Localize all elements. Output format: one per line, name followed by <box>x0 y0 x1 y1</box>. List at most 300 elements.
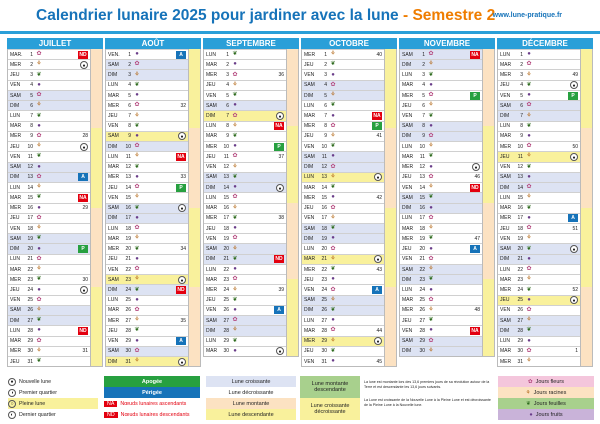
day-number: 25 <box>125 297 131 304</box>
day-number: 4 <box>324 82 327 89</box>
lunar-strip-segment <box>482 126 494 203</box>
day-row <box>204 274 298 284</box>
day-type-icon: ❦ <box>232 214 238 221</box>
day-name: VEN. <box>108 51 120 58</box>
day-type-icon: ● <box>527 132 531 139</box>
day-name: JEU <box>500 225 510 232</box>
legend-montante-descendante: Lune montante descendante <box>300 376 360 398</box>
day-name: DIM <box>304 307 314 314</box>
day-type-icon: ❦ <box>36 153 42 160</box>
day-row <box>106 243 200 253</box>
day-number: 6 <box>128 102 131 109</box>
day-number: 12 <box>321 164 327 171</box>
note-montante: La lune est montante lors des 13,6 premiers jours de sa révolution autour de la Terre et est descendante les 13,6 jours suivants. <box>364 380 490 389</box>
day-number: 11 <box>27 153 33 160</box>
day-row <box>498 325 592 335</box>
event-badge: A <box>176 51 186 59</box>
day-type-icon: ● <box>331 153 335 160</box>
day-type-icon: ● <box>527 337 531 344</box>
day-row <box>400 213 494 223</box>
day-row <box>302 305 396 315</box>
day-type-icon: ❦ <box>134 81 140 88</box>
day-name: LUN <box>206 266 217 273</box>
day-type-icon: ❦ <box>232 255 238 262</box>
day-row <box>302 284 396 294</box>
day-type-icon: ❦ <box>36 276 42 283</box>
day-row <box>8 121 102 131</box>
day-number: 7 <box>226 113 229 120</box>
day-number: 18 <box>223 225 229 232</box>
day-row <box>498 233 592 243</box>
day-type-icon: ✿ <box>232 194 238 201</box>
day-row <box>106 192 200 202</box>
day-type-icon: ● <box>429 163 433 170</box>
day-name: MAR <box>500 133 512 140</box>
day-number: 13 <box>125 174 131 181</box>
day-name: MAR <box>500 61 512 68</box>
lunar-strip-segment <box>384 49 396 128</box>
month-rows <box>399 49 495 357</box>
day-number: 24 <box>517 287 523 293</box>
day-row <box>302 182 396 192</box>
day-number: 12 <box>27 164 33 171</box>
day-number: 16 <box>223 205 229 212</box>
day-type-icon: ❦ <box>232 173 238 180</box>
day-type-icon: ⚘ <box>526 153 532 160</box>
moon-phase-icon: ● <box>80 143 88 151</box>
day-name: SAM <box>10 92 21 99</box>
day-name: MAR <box>206 205 218 212</box>
day-name: DIM <box>304 164 314 171</box>
day-type-icon: ✿ <box>330 245 336 252</box>
day-name: DIM <box>402 348 412 355</box>
day-type-icon: ❦ <box>232 92 238 99</box>
day-name: JEU <box>402 102 412 109</box>
day-number: 30 <box>517 348 523 355</box>
event-badge: A <box>470 245 480 253</box>
day-number: 16 <box>517 205 523 212</box>
day-number: 9 <box>324 133 327 140</box>
day-name: MER <box>402 164 414 171</box>
lunar-strip <box>286 49 298 356</box>
day-row <box>498 59 592 69</box>
day-row <box>8 213 102 223</box>
legend-first-quarter: ◑ Premier quartier <box>8 387 98 398</box>
day-name: VEN <box>500 92 511 99</box>
day-row <box>8 100 102 110</box>
moon-phase-icon: ● <box>80 286 88 294</box>
day-row <box>400 203 494 213</box>
event-badge: P <box>470 92 480 100</box>
week-number: 40 <box>376 51 382 58</box>
day-name: JEU <box>10 215 20 222</box>
day-row <box>400 315 494 325</box>
lunar-strip-segment <box>482 203 494 280</box>
day-type-icon: ● <box>135 92 139 99</box>
event-badge: P <box>78 245 88 253</box>
day-name: LUN <box>10 113 21 120</box>
moon-phase-icon: ● <box>374 255 382 263</box>
day-name: JEU <box>206 153 216 160</box>
day-number: 10 <box>517 143 523 150</box>
day-name: LUN <box>500 194 511 201</box>
day-type-icon: ✿ <box>232 317 238 324</box>
day-type-icon: ● <box>331 235 335 242</box>
day-name: MER <box>500 143 512 150</box>
day-name: DIM <box>402 276 412 283</box>
event-badge: P <box>274 143 284 151</box>
day-row <box>204 182 298 192</box>
day-type-icon: ✿ <box>134 102 140 109</box>
day-type-icon: ⚘ <box>134 112 140 119</box>
day-row <box>498 305 592 315</box>
day-name: JEU <box>500 297 510 304</box>
day-row <box>106 162 200 172</box>
day-name: SAM <box>304 225 315 232</box>
day-row <box>204 213 298 223</box>
day-type-icon: ❦ <box>232 132 238 139</box>
day-row <box>8 336 102 346</box>
day-type-icon: ⚘ <box>134 235 140 242</box>
day-type-icon: ⚘ <box>428 184 434 191</box>
day-number: 26 <box>517 307 523 314</box>
day-name: MER <box>108 317 120 324</box>
day-number: 21 <box>223 256 229 263</box>
day-row <box>106 346 200 356</box>
day-number: 10 <box>125 143 131 150</box>
day-row <box>302 121 396 131</box>
day-number: 23 <box>27 276 33 283</box>
day-row <box>302 254 396 264</box>
day-type-icon: ⚘ <box>36 61 42 68</box>
day-row <box>204 243 298 253</box>
lunar-strip-segment <box>384 128 396 207</box>
day-row <box>400 49 494 59</box>
lunar-strip-segment <box>580 128 592 207</box>
week-number: 31 <box>82 348 88 355</box>
day-type-icon: ✿ <box>428 132 434 139</box>
legend-montante: Lune montante <box>206 398 296 409</box>
day-number: 13 <box>321 174 327 181</box>
day-type-icon: ⚘ <box>134 153 140 160</box>
day-row <box>204 264 298 274</box>
day-number: 25 <box>517 297 523 304</box>
day-row <box>204 49 298 59</box>
day-type-icon: ✿ <box>134 143 140 150</box>
event-badge: NA <box>79 194 87 201</box>
day-row <box>302 80 396 90</box>
event-badge: A <box>274 306 284 314</box>
day-row <box>106 69 200 79</box>
day-type-icon: ● <box>37 163 41 170</box>
day-row <box>302 162 396 172</box>
day-name: DIM <box>10 102 20 109</box>
lunar-strip-segment <box>90 128 102 207</box>
week-number: 39 <box>278 287 284 293</box>
day-name: MER <box>108 246 120 253</box>
day-number: 4 <box>226 82 229 89</box>
day-row <box>498 100 592 110</box>
moon-phase-icon: ● <box>374 173 382 181</box>
day-row <box>498 336 592 346</box>
day-number: 15 <box>223 194 229 201</box>
day-type-icon: ❦ <box>526 122 532 129</box>
day-row <box>400 59 494 69</box>
day-name: MAR <box>10 266 22 273</box>
day-name: MAR <box>402 82 414 89</box>
day-name: SAM <box>402 266 413 273</box>
day-type-icon: ✿ <box>134 184 140 191</box>
day-type-icon: ✿ <box>526 225 532 232</box>
day-name: DIM <box>10 174 20 181</box>
day-number: 19 <box>223 235 229 242</box>
month-2 <box>203 38 299 357</box>
day-row <box>400 284 494 294</box>
day-row <box>498 356 592 366</box>
day-type-icon: ❦ <box>232 296 238 303</box>
day-number: 20 <box>419 246 425 253</box>
day-type-icon: ❦ <box>36 358 42 365</box>
day-type-icon: ● <box>135 132 139 139</box>
month-header: SEPTEMBRE <box>203 38 299 49</box>
day-row <box>400 110 494 120</box>
day-row <box>302 69 396 79</box>
month-5 <box>497 38 593 367</box>
day-name: MAR <box>10 194 22 201</box>
day-name: MAR <box>304 327 316 334</box>
moon-phase-icon: ● <box>178 276 186 284</box>
day-number: 29 <box>27 338 33 345</box>
day-row <box>498 110 592 120</box>
day-number: 22 <box>125 266 131 273</box>
site-url[interactable]: www.lune-pratique.fr <box>492 12 562 19</box>
day-type-icon: ⚘ <box>526 71 532 78</box>
day-type-icon: ⚘ <box>428 347 434 354</box>
day-type-icon: ⚘ <box>526 317 532 324</box>
day-name: MAR <box>500 276 512 283</box>
day-name: JEU <box>402 317 412 324</box>
day-type-icon: ❦ <box>330 61 336 68</box>
legend-na: NA Nœuds lunaires ascendants <box>104 398 200 409</box>
day-type-icon: ❦ <box>428 112 434 119</box>
day-type-icon: ✿ <box>36 296 42 303</box>
day-name: MER <box>402 307 414 314</box>
day-row <box>204 80 298 90</box>
day-type-icon: ✿ <box>330 204 336 211</box>
day-number: 11 <box>419 153 425 160</box>
day-number: 4 <box>30 82 33 89</box>
day-number: 29 <box>223 338 229 345</box>
lunar-strip-segment <box>90 208 102 287</box>
day-number: 27 <box>419 317 425 324</box>
day-name: LUN <box>206 194 217 201</box>
day-row <box>8 223 102 233</box>
day-number: 13 <box>517 174 523 181</box>
legend-combined <box>300 376 360 422</box>
day-number: 9 <box>520 133 523 140</box>
event-badge: NA <box>177 153 185 160</box>
day-number: 14 <box>517 184 523 191</box>
day-name: LUN <box>500 51 511 58</box>
day-name: JEU <box>206 225 216 232</box>
day-number: 31 <box>125 358 131 365</box>
day-row <box>204 162 298 172</box>
day-row <box>8 274 102 284</box>
day-type-icon: ❦ <box>36 112 42 119</box>
day-type-icon: ⚘ <box>526 358 532 365</box>
day-name: VEN <box>500 164 511 171</box>
day-type-icon: ● <box>429 286 433 293</box>
day-row <box>204 141 298 151</box>
moon-phase-icon: ● <box>276 184 284 192</box>
day-number: 14 <box>27 184 33 191</box>
day-number: 7 <box>128 113 131 120</box>
day-row <box>106 305 200 315</box>
day-name: DIM <box>304 235 314 242</box>
day-type-icon: ⚘ <box>232 204 238 211</box>
week-number: 44 <box>376 327 382 334</box>
day-type-icon: ❦ <box>330 306 336 313</box>
day-name: SAM <box>206 317 217 324</box>
day-number: 16 <box>419 205 425 212</box>
day-row <box>400 121 494 131</box>
day-row <box>8 172 102 182</box>
month-header: DÉCEMBRE <box>497 38 593 49</box>
day-number: 22 <box>517 266 523 273</box>
day-type-icon: ● <box>527 51 531 58</box>
day-name: MAR <box>206 61 218 68</box>
day-type-icon: ● <box>37 286 41 293</box>
day-type-icon: ❦ <box>36 194 42 201</box>
month-3 <box>301 38 397 367</box>
day-name: MAR <box>108 92 120 99</box>
day-type-icon: ✿ <box>134 225 140 232</box>
day-row <box>106 80 200 90</box>
day-type-icon: ❦ <box>134 204 140 211</box>
day-name: MER <box>304 194 316 201</box>
month-rows <box>7 49 103 367</box>
moon-phase-icon: ● <box>178 204 186 212</box>
day-number: 23 <box>125 276 131 283</box>
day-type-icon: ● <box>135 337 139 344</box>
day-name: JEU <box>500 153 510 160</box>
day-type-icon: ✿ <box>330 327 336 334</box>
lunar-strip-segment <box>286 203 298 280</box>
moon-phase-icon: ● <box>570 296 578 304</box>
day-type-icon: ❦ <box>330 225 336 232</box>
day-row <box>106 141 200 151</box>
day-type-icon: ⚘ <box>428 102 434 109</box>
day-row <box>302 223 396 233</box>
day-name: VEN <box>304 287 315 293</box>
month-4 <box>399 38 495 357</box>
new-moon-icon: ● <box>8 378 16 386</box>
moon-phase-icon: ● <box>178 358 186 366</box>
day-name: SAM <box>108 205 119 212</box>
day-number: 15 <box>125 194 131 201</box>
day-row <box>204 110 298 120</box>
day-name: JEU <box>108 256 118 263</box>
event-badge: P <box>568 92 578 100</box>
month-header: JUILLET <box>7 38 103 49</box>
day-type-icon: ⚘ <box>232 245 238 252</box>
day-type-icon: ⚘ <box>526 276 532 283</box>
day-number: 22 <box>419 266 425 273</box>
day-number: 21 <box>27 256 33 263</box>
week-number: 35 <box>180 317 186 324</box>
day-type-icon: ✿ <box>428 255 434 262</box>
day-number: 22 <box>223 266 229 273</box>
day-number: 30 <box>321 348 327 355</box>
legend-croissante-decroissante: Lune croissante décroissante <box>300 398 360 420</box>
day-number: 23 <box>223 276 229 283</box>
day-row <box>498 284 592 294</box>
day-name: SAM <box>10 235 21 242</box>
day-type-icon: ❦ <box>134 245 140 252</box>
legend-apogee <box>104 376 200 422</box>
day-name: MER <box>402 92 414 99</box>
legend-croissante: Lune croissante <box>206 376 296 387</box>
day-type-icon: ✿ <box>526 102 532 109</box>
lunar-strip-segment <box>482 279 494 356</box>
day-name: VEN <box>304 215 315 222</box>
day-row <box>8 131 102 141</box>
day-type-icon: ⚘ <box>36 143 42 150</box>
event-badge: NA <box>471 51 479 58</box>
lunar-strip-segment <box>286 49 298 126</box>
legend-perigee-item: Périgée <box>104 387 200 398</box>
day-name: VEN <box>402 113 413 120</box>
day-type-icon: ✿ <box>232 112 238 119</box>
page-title: Calendrier lunaire 2025 pour jardiner avec la lune - Semestre 2 <box>36 7 496 24</box>
day-name: MER <box>10 276 22 283</box>
day-row <box>498 243 592 253</box>
day-number: 3 <box>128 72 131 79</box>
day-number: 1 <box>128 51 131 58</box>
day-row <box>204 325 298 335</box>
day-type-icon: ❦ <box>36 317 42 324</box>
day-type-icon: ✿ <box>330 81 336 88</box>
day-name: VEN <box>10 82 21 89</box>
day-row <box>498 80 592 90</box>
day-type-icon: ❦ <box>428 235 434 242</box>
day-type-icon: ● <box>331 71 335 78</box>
day-type-icon: ⚘ <box>36 184 42 191</box>
day-name: SAM <box>206 102 217 109</box>
day-type-icon: ✿ <box>428 296 434 303</box>
day-row <box>204 172 298 182</box>
day-number: 20 <box>223 246 229 253</box>
day-name: SAM <box>500 317 511 324</box>
week-number: 41 <box>376 133 382 140</box>
day-row <box>498 213 592 223</box>
day-row <box>204 121 298 131</box>
day-number: 20 <box>321 246 327 253</box>
day-number: 25 <box>321 297 327 304</box>
day-row <box>302 346 396 356</box>
day-type-icon: ✿ <box>134 347 140 354</box>
legend-full-moon: ○ Pleine lune <box>8 398 98 409</box>
week-number: 1 <box>575 348 578 355</box>
moon-phase-icon: ● <box>276 347 284 355</box>
day-type-icon: ✿ <box>36 214 42 221</box>
day-row <box>498 223 592 233</box>
day-type-icon: ⚘ <box>330 132 336 139</box>
day-name: VEN <box>206 307 217 314</box>
day-name: LUN <box>304 174 315 181</box>
day-number: 17 <box>125 215 131 222</box>
day-number: 1 <box>422 51 425 58</box>
